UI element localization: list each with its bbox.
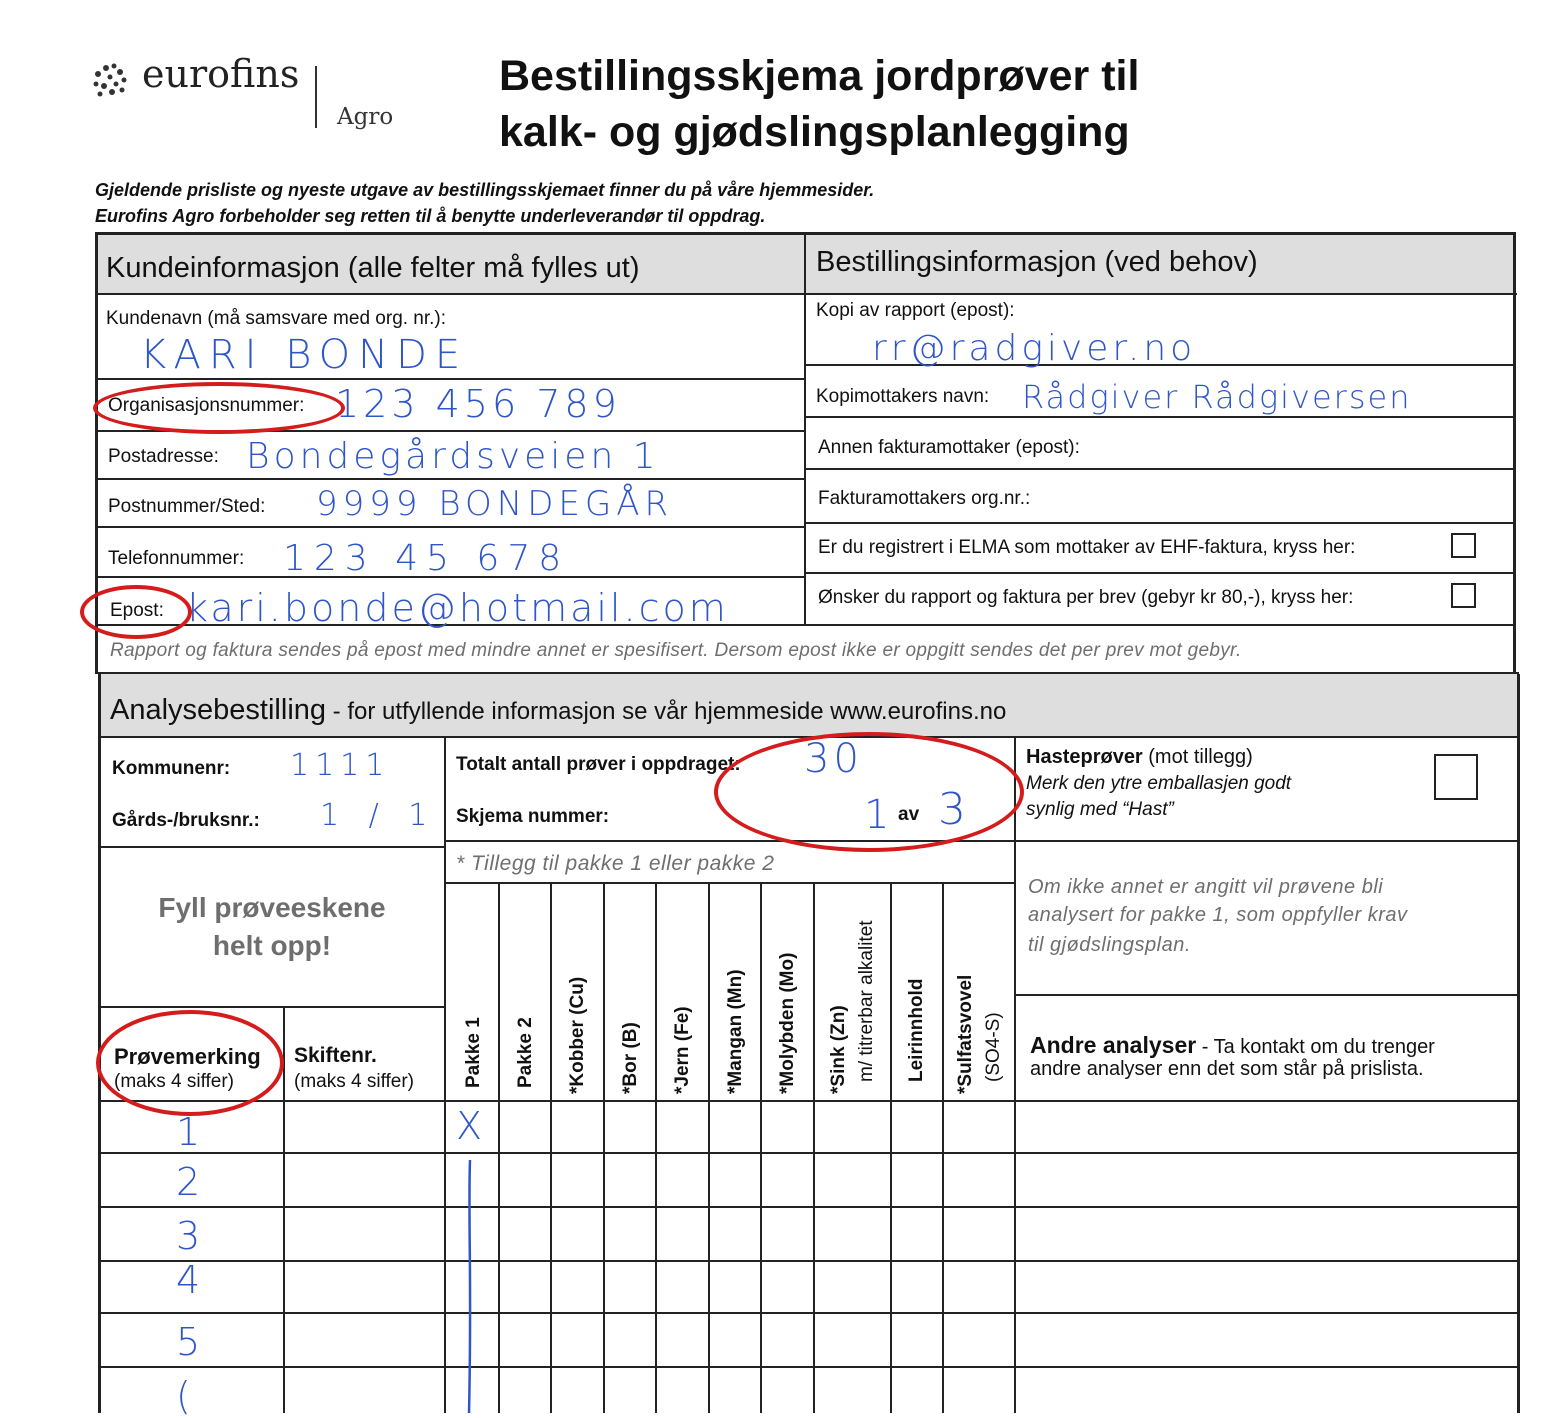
rush-note-2: synlig med “Hast” [1026,799,1174,820]
col-sulfat-sub: (SO4-S) [983,1012,1004,1082]
sample-row-6-marking[interactable]: ( [176,1374,195,1418]
org-number-value[interactable]: 123 456 789 [335,382,621,426]
rush-suffix: (mot tillegg) [1142,746,1253,768]
default-package-note-2: analysert for pakke 1, som oppfyller krav [1028,904,1408,926]
rush-note-1: Merk den ytre emballasjen godt [1026,773,1292,794]
sample-marking-subheader: (maks 4 siffer) [114,1071,235,1092]
sample-row-4-marking[interactable]: 4 [176,1258,205,1302]
repeat-mark-line [460,1160,480,1413]
phone-label: Telefonnummer: [108,548,245,569]
form-total-value[interactable]: 3 [938,784,970,835]
addon-note: * Tillegg til pakke 1 eller pakke 2 [456,852,775,875]
elma-checkbox[interactable] [1451,533,1476,558]
brand-name: eurofins [142,52,300,96]
col-jern: *Jern (Fe) [672,1006,693,1094]
form-number-value[interactable]: 1 [864,792,894,838]
copy-name-label: Kopimottakers navn: [816,386,990,407]
eurofins-dots-icon [90,60,132,102]
customer-name-label: Kundenavn (må samsvare med org. nr.): [106,308,447,329]
elma-label: Er du registrert i ELMA som mottaker av EHF-faktura, kryss her: [818,537,1356,558]
other-analyses-line2: andre analyser enn det som står på prislista. [1030,1058,1424,1080]
order-heading: Bestillingsinformasjon (ved behov) [816,246,1258,278]
org-number-label: Organisasjonsnummer: [108,395,305,416]
default-package-note-3: til gjødslingsplan. [1028,934,1191,956]
col-bor: *Bor (B) [620,1022,641,1094]
invoice-recipient-label: Annen fakturamottaker (epost): [818,437,1080,458]
page-title-line2: kalk- og gjødslingsplanlegging [499,108,1130,156]
sample-row-1-marking[interactable]: 1 [176,1110,205,1154]
col-mangan: *Mangan (Mn) [725,969,746,1094]
sample-marking-header: Prøvemerking [114,1044,261,1069]
analysis-heading-rest: - for utfyllende informasjon se vår hjemmeside www.eurofins.no [326,698,1007,725]
customer-heading: Kundeinformasjon (alle felter må fylles ut) [106,252,640,284]
highlight-email [80,585,192,639]
copy-report-value[interactable]: rr@radgiver.no [872,328,1197,369]
other-analyses-title: Andre analyser [1030,1032,1197,1058]
default-package-note-1: Om ikke annet er angitt vil prøvene bli [1028,876,1384,898]
col-sulfat: *Sulfatsvovel [955,974,976,1094]
col-sink-sub: m/ titrerbar alkalitet [856,920,877,1082]
municipality-label: Kommunenr: [112,758,231,779]
letter-label: Ønsker du rapport og faktura per brev (gebyr kr 80,-), kryss her: [818,587,1354,608]
postal-value[interactable]: 9999 BONDEGÅR [316,484,674,524]
highlight-org-number [93,382,345,434]
copy-report-label: Kopi av rapport (epost): [816,300,1015,321]
farm-value[interactable]: 1 / 1 [320,798,438,833]
address-value[interactable]: Bondegårdsveien 1 [246,436,660,477]
eurofins-logo [90,52,394,138]
fill-boxes-note-1: Fyll prøveeskene [158,892,386,923]
form-of-label: av [898,804,920,825]
fill-boxes-note-2: helt opp! [212,930,332,961]
header-note-1: Gjeldende prisliste og nyeste utgave av bestillingsskjemaet finner du på våre hjemmesider. [95,180,875,200]
email-label: Epost: [110,600,164,621]
email-notice: Rapport og faktura sendes på epost med mindre annet er spesifisert. Dersom epost ikke er oppgitt sendes det per prev mot gebyr. [110,640,1242,661]
invoice-org-label: Fakturamottakers org.nr.: [818,488,1031,509]
customer-name-value[interactable]: KARI BONDE [140,332,469,378]
highlight-sample-count [714,732,1024,852]
email-value[interactable]: kari.bonde@hotmail.com [186,586,729,630]
sample-row-2-marking[interactable]: 2 [176,1160,205,1204]
field-number-header: Skiftenr. [294,1044,377,1067]
total-samples-value[interactable]: 30 [804,736,863,782]
sample-row-1-pakke1-mark[interactable]: X [456,1104,483,1148]
page-title-line1: Bestillingsskjema jordprøver til [499,52,1140,100]
sample-row-3-marking[interactable]: 3 [176,1214,205,1258]
phone-value[interactable]: 123 45 678 [283,538,570,579]
sample-row-5-marking[interactable]: 5 [176,1320,205,1364]
other-analyses-rest: - Ta kontakt om du trenger [1196,1036,1435,1058]
header-note-2: Eurofins Agro forbeholder seg retten til å benytte underleverandør til oppdrag. [95,206,766,226]
municipality-value[interactable]: 1111 [290,748,391,783]
rush-title: Hasteprøver [1026,746,1143,768]
col-kobber: *Kobber (Cu) [567,976,588,1094]
copy-name-value[interactable]: Rådgiver Rådgiversen [1022,378,1412,416]
analysis-heading: Analysebestilling [110,694,327,726]
col-pakke2: Pakke 2 [515,1017,536,1088]
rush-checkbox[interactable] [1434,754,1478,800]
col-pakke1: Pakke 1 [463,1017,484,1088]
total-samples-label: Totalt antall prøver i oppdraget: [456,754,741,775]
form-number-label: Skjema nummer: [456,806,610,827]
address-label: Postadresse: [108,446,219,467]
field-number-subheader: (maks 4 siffer) [294,1071,415,1092]
highlight-sample-marking [96,1010,284,1116]
col-molybden: *Molybden (Mo) [777,952,798,1094]
postal-label: Postnummer/Sted: [108,496,266,517]
col-leirinnhold: Leirinnhold [906,978,927,1082]
col-sink: *Sink (Zn) [828,1005,849,1094]
sub-brand: Agro [337,104,394,130]
letter-checkbox[interactable] [1451,583,1476,608]
farm-label: Gårds-/bruksnr.: [112,810,260,831]
